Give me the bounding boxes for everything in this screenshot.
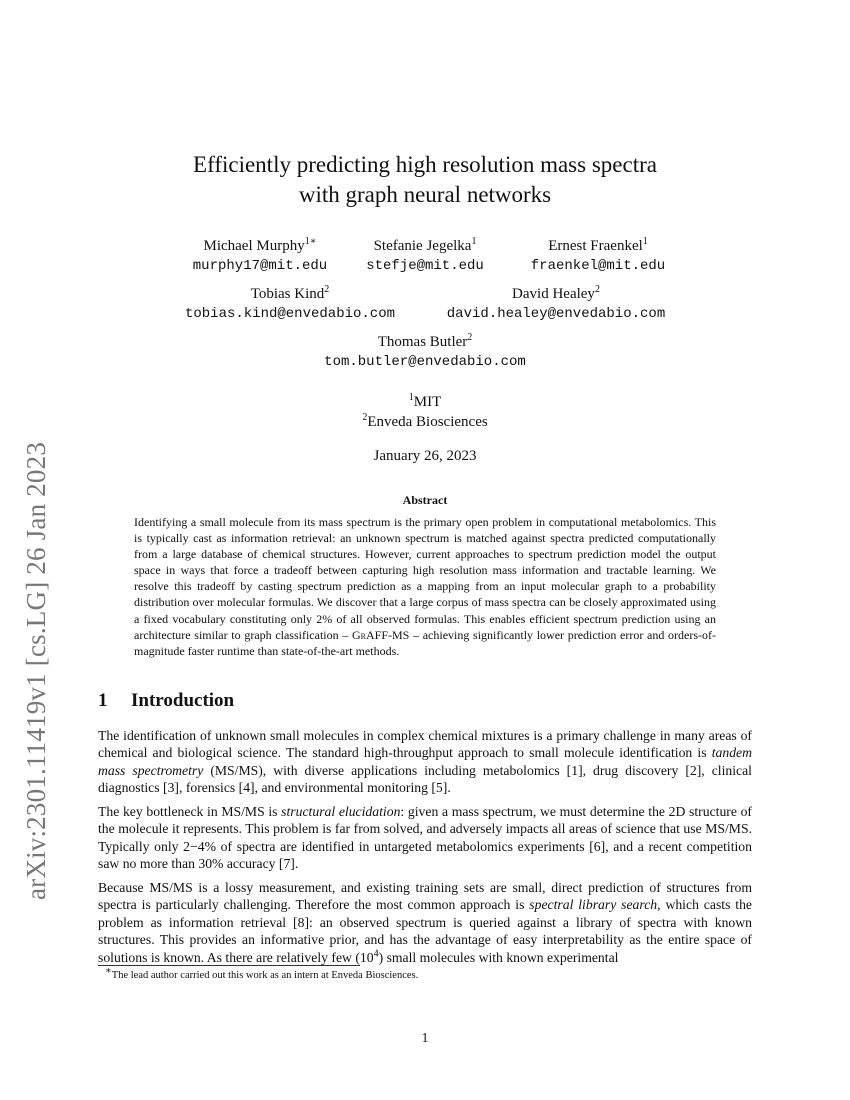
author-kind <box>180 284 400 324</box>
author-email[interactable]: david.healey@envedabio.com <box>446 306 666 322</box>
author-butler <box>315 332 535 372</box>
footnote-mark: ∗ <box>105 965 112 977</box>
author-email[interactable]: fraenkel@mit.edu <box>530 258 666 274</box>
author-email[interactable]: stefje@mit.edu <box>366 258 484 274</box>
paragraph-text: The identification of unknown small molecules in complex chemical mixtures is a primary challenge in many areas of chemical and biological science. The standard high-throughput approach to small molecule identification is <box>98 728 752 761</box>
paper-title <box>0 150 850 210</box>
affiliation-mark: 2 <box>362 412 368 423</box>
author-affil-mark: 2 <box>594 284 600 295</box>
arxiv-identifier: arXiv:2301.11419v1 [cs.LG] 26 Jan 2023 <box>21 441 51 900</box>
emphasis: tandem mass spectrometry <box>98 745 752 778</box>
page-number: 1 <box>421 1030 429 1045</box>
title-line-2: with graph neural networks <box>298 182 552 207</box>
emphasis: spectral library search <box>529 897 658 913</box>
title-line-1: Efficiently predicting high resolution mass spectra <box>193 152 657 177</box>
paragraph-text: Because MS/MS is a lossy measurement, and existing training sets are small, direct prediction of structures from spectra is particularly challenging. Therefore the most common approach is <box>98 880 752 913</box>
publication-date: January 26, 2023 <box>373 448 477 464</box>
affiliation-name: Enveda Biosciences <box>367 414 488 430</box>
paragraph-2 <box>98 803 752 873</box>
footnote-divider <box>98 965 360 966</box>
author-name: Thomas Butler <box>377 334 468 350</box>
paragraph-text: (MS/MS), with diverse applications including metabolomics [1], drug discovery [2], clinical diagnostics [3], forensics [4], and environmental monitoring [5]. <box>98 762 752 796</box>
paragraph-text: ) small molecules with known experimental <box>378 949 619 965</box>
author-affil-mark: 2 <box>324 284 330 295</box>
affiliation-mit <box>0 392 850 412</box>
author-healey <box>436 284 676 324</box>
abstract-text: Identifying a small molecule from its mass spectrum is the primary open problem in computational metabolomics. This is typically cast as information retrieval: an unknown spectrum is matched against spectra predicted computationally from a large database of chemical structures. However, current approaches to spectrum prediction model the output space in ways that force a tradeoff between capturing high resolution mass information and tractable learning. We resolve this tradeoff by casting spectrum prediction as a mapping from an input molecular graph to a probability distribution over molecular formulas. We discover that a large corpus of mass spectra can be closely approximated using a fixed vocabulary constituting only 2% of all observed formulas. This enables efficient spectrum prediction using an architecture similar to graph classification – <box>134 515 716 642</box>
author-name: Tobias Kind <box>250 286 325 302</box>
author-affil-mark: 1 <box>642 236 648 247</box>
author-name: Ernest Fraenkel <box>548 238 643 254</box>
author-affil-mark: 1∗ <box>304 236 317 247</box>
author-email[interactable]: murphy17@mit.edu <box>192 258 328 274</box>
paragraph-3 <box>98 879 752 966</box>
author-email[interactable]: tobias.kind@envedabio.com <box>184 306 396 322</box>
paragraph-1 <box>98 727 752 797</box>
affiliation-enveda <box>0 412 850 432</box>
author-affil-mark: 1 <box>471 236 477 247</box>
author-name: Stefanie Jegelka <box>373 238 472 254</box>
superscript: 4 <box>373 948 379 960</box>
affiliation-name: MIT <box>413 394 442 410</box>
footnote-text: The lead author carried out this work as an intern at Enveda Biosciences. <box>111 970 419 981</box>
author-email[interactable]: tom.butler@envedabio.com <box>324 354 526 370</box>
abstract-heading: Abstract <box>402 493 448 507</box>
footnote <box>105 965 419 981</box>
emphasis: structural elucidation <box>281 804 401 819</box>
affiliation-mark: 1 <box>408 392 414 403</box>
author-jegelka <box>335 236 515 276</box>
author-name: David Healey <box>512 286 595 302</box>
author-affil-mark: 2 <box>467 332 473 343</box>
author-name: Michael Murphy <box>203 238 305 254</box>
section-title: Introduction <box>131 690 235 711</box>
author-murphy <box>170 236 350 276</box>
author-fraenkel <box>508 236 688 276</box>
section-heading <box>98 690 234 712</box>
abstract-text: – achieving significantly lower prediction error and orders-of-magnitude faster runtime than state-of-the-art methods. <box>134 627 717 658</box>
section-number: 1 <box>98 690 108 711</box>
paragraph-text: , which casts the problem as information retrieval [8]: an observed spectrum is queried against a library of spectra with known structures. This provides an informative prior, and has the advantage of easy interpretability as the entire space of solutions is known. As there are relatively few (10 <box>98 897 752 965</box>
method-name: GrAFF-MS <box>352 627 410 642</box>
abstract-body <box>134 514 716 659</box>
paragraph-text: : given a mass spectrum, we must determine the 2D structure of the molecule it represents. This problem is far from solved, and adversely impacts all areas of science that use MS/MS. Typically only 2−4% of spectra are identified in untargeted metabolomics experiments [6], and a recent competition saw no more than 30% accuracy [7]. <box>98 804 752 872</box>
paragraph-text: The key bottleneck in MS/MS is <box>98 804 282 819</box>
